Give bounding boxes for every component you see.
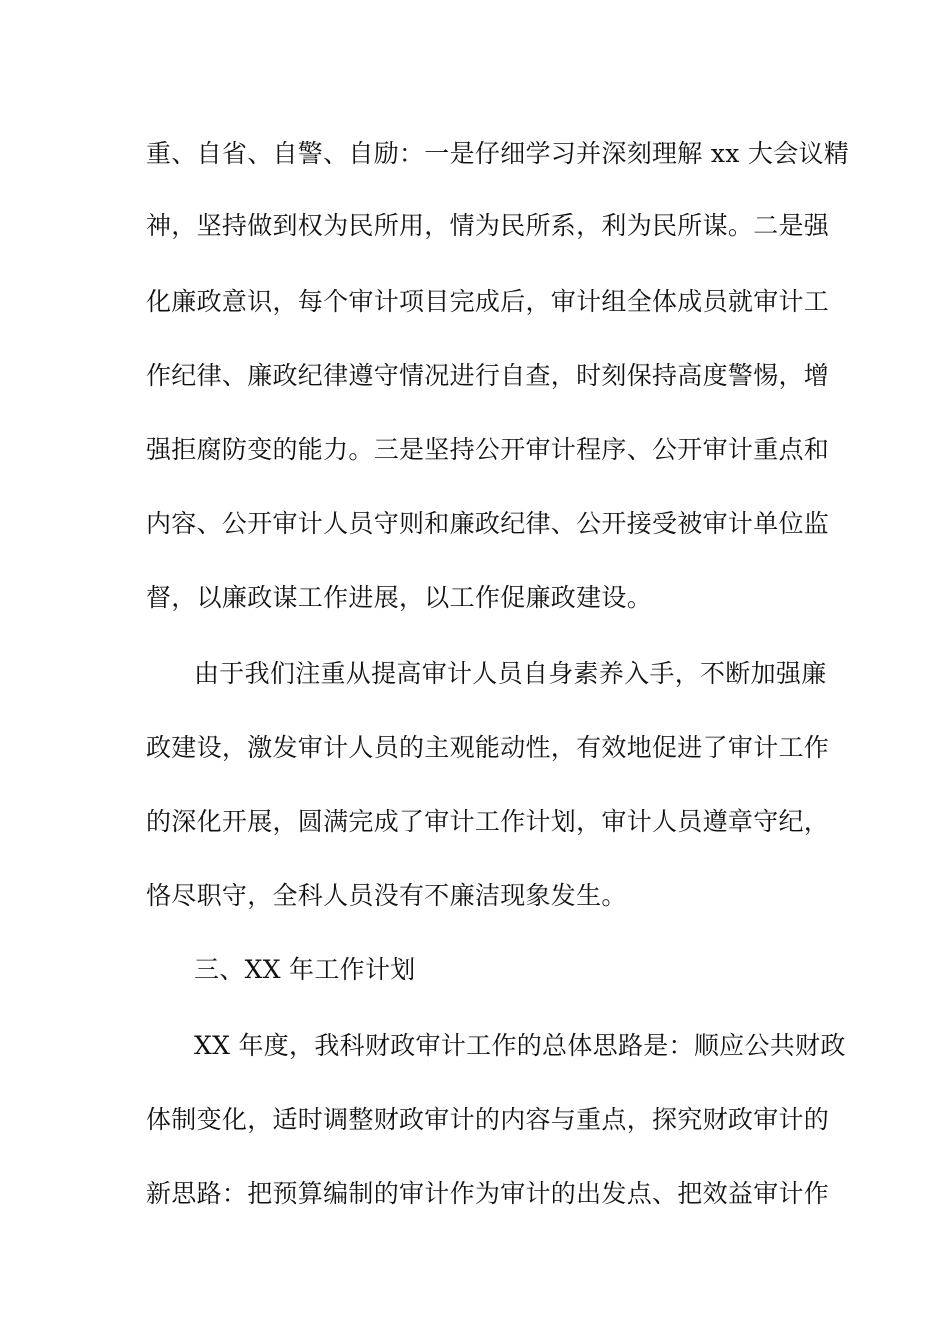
- paragraph-line: 内容、公开审计人员守则和廉政纪律、公开接受被审计单位监: [146, 509, 830, 538]
- paragraph-line: 神，坚持做到权为民所用，情为民所系，利为民所谋。二是强: [146, 211, 830, 240]
- paragraph-line: 督，以廉政谋工作进展，以工作促廉政建设。: [146, 583, 653, 612]
- paragraph-line: 恪尽职守，全科人员没有不廉洁现象发生。: [146, 881, 627, 910]
- paragraph-line: XX 年度，我科财政审计工作的总体思路是：顺应公共财政: [194, 1031, 846, 1060]
- paragraph-line: 新思路：把预算编制的审计作为审计的出发点、把效益审计作: [146, 1179, 830, 1208]
- paragraph-line: 政建设，激发审计人员的主观能动性，有效地促进了审计工作: [146, 733, 830, 762]
- section-heading: 三、XX 年工作计划: [194, 955, 416, 984]
- paragraph-line: 化廉政意识，每个审计项目完成后，审计组全体成员就审计工: [146, 287, 830, 316]
- paragraph-line: 强拒腐防变的能力。三是坚持公开审计程序、公开审计重点和: [146, 435, 830, 464]
- paragraph-line: 的深化开展，圆满完成了审计工作计划，审计人员遵章守纪，: [146, 807, 830, 836]
- paragraph-line: 体制变化，适时调整财政审计的内容与重点，探究财政审计的: [146, 1105, 830, 1134]
- paragraph-line: 由于我们注重从提高审计人员自身素养入手，不断加强廉: [194, 659, 827, 688]
- paragraph-line: 作纪律、廉政纪律遵守情况进行自查，时刻保持高度警惕，增: [146, 361, 830, 390]
- paragraph-line: 重、自省、自警、自励：一是仔细学习并深刻理解 xx 大会议精: [146, 139, 850, 168]
